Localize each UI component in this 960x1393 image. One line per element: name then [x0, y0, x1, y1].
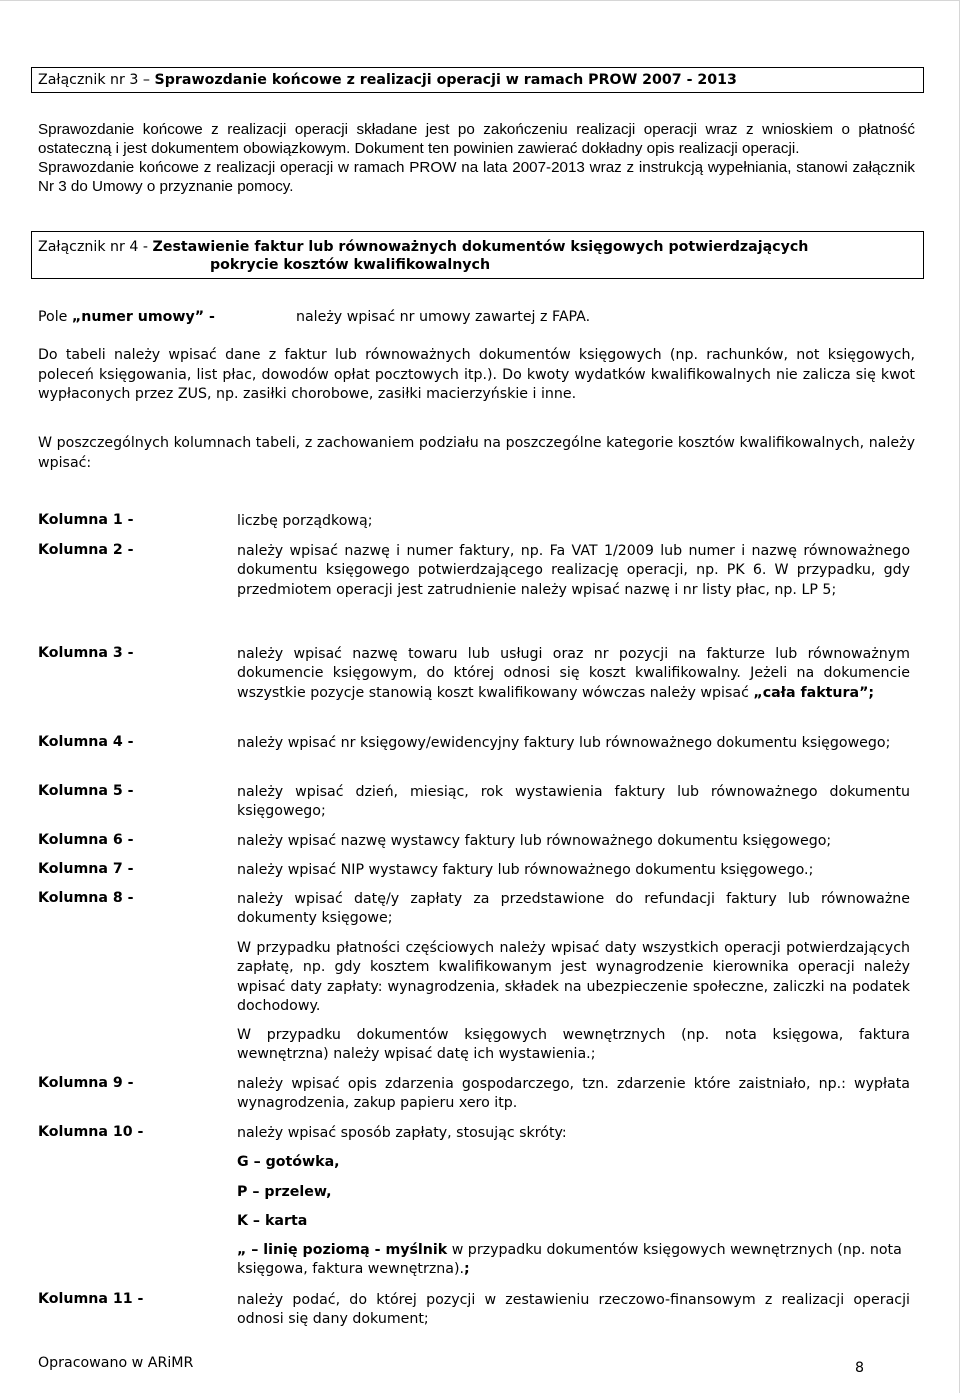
columns-intro-paragraph: W poszczególnych kolumnach tabeli, z zachowaniem podziału na poszczególne kategorie kosztów kwalifikowalnych, należy wpisać: — [38, 435, 915, 471]
column-desc-9: należy wpisać opis zdarzenia gospodarczego, tzn. zdarzenie które zaistniało, np.: wypłata wynagrodzenia, zakup papieru xero itp. — [237, 1076, 910, 1112]
payment-code-card — [237, 1212, 910, 1231]
column-desc-3 — [237, 645, 910, 703]
column-desc-5: należy wpisać dzień, miesiąc, rok wystawienia faktury lub równoważnego dokumentu księgowego; — [237, 784, 910, 820]
payment-code-dash-bold: „ – linię poziomą - myślnik — [237, 1242, 448, 1258]
column-desc-7: należy wpisać NIP wystawcy faktury lub równoważnego dokumentu księgowego.; — [237, 862, 814, 878]
column-label-6: Kolumna 6 - — [38, 832, 134, 848]
column-label-11: Kolumna 11 - — [38, 1291, 144, 1307]
table-instructions-paragraph: Do tabeli należy wpisać dane z faktur lub równoważnych dokumentów księgowych (np. rachunków, not księgowych, poleceń księgowania, list płac, dowodów opłat pocztowych itp.). Do kwoty wydatków kwalifikowalnych nie zalicza się kwot wypłaconych przez ZUS, np. zasiłki chorobowe, zasiłki macierzyńskie i inne. — [38, 347, 915, 403]
column-desc-1: liczbę porządkową; — [237, 513, 373, 529]
column-desc-2: należy wpisać nazwę i numer faktury, np. Fa VAT 1/2009 lub numer i nazwę równoważnego dokumentu księgowego potwierdzającego realizację operacji, np. PK 6. W przypadku, gdy przedmiotem operacji jest zatrudnienie należy wpisać nazwę i nr listy płac, np. LP 5; — [237, 543, 910, 598]
payment-code-card-text: K – karta — [237, 1213, 308, 1229]
payment-code-transfer — [237, 1183, 910, 1202]
column-label-8: Kolumna 8 - — [38, 890, 134, 906]
annex4-title-line2: pokrycie kosztów kwalifikowalnych — [210, 257, 491, 273]
footer-source: Opracowano w ARiMR — [38, 1355, 194, 1371]
pole-word: Pole — [38, 309, 72, 325]
payment-code-cash — [237, 1153, 910, 1172]
annex4-heading-box — [31, 231, 924, 279]
column-desc-8: należy wpisać datę/y zapłaty za przedstawione do refundacji faktury lub równoważne dokumenty księgowe; — [237, 891, 910, 927]
page-number: 8 — [855, 1360, 865, 1376]
payment-code-dash-end: ; — [464, 1261, 470, 1278]
column-label-2: Kolumna 2 - — [38, 542, 134, 558]
column-label-3: Kolumna 3 - — [38, 645, 134, 661]
annex4-prefix: Załącznik nr 4 - — [38, 239, 153, 255]
pole-value: należy wpisać nr umowy zawartej z FAPA. — [296, 309, 591, 325]
payment-code-transfer-text: P – przelew, — [237, 1184, 332, 1200]
pole-name: „numer umowy” - — [71, 309, 215, 325]
column-label-10: Kolumna 10 - — [38, 1124, 144, 1140]
column-desc-10: należy wpisać sposób zapłaty, stosując skróty: — [237, 1125, 567, 1141]
payment-code-dash — [237, 1241, 910, 1280]
column-desc-8-partial-payments: W przypadku płatności częściowych należy wpisać daty wszystkich operacji potwierdzających zapłatę, np. gdy kosztem kwalifikowanym jest wynagrodzenie kierownika operacji należy wpisać daty zapłaty: wynagrodzenia, składek na ubezpieczenie społeczne, zaliczki na podatek dochodowy. — [237, 940, 910, 1015]
column-desc-3-text: należy wpisać nazwę towaru lub usługi oraz nr pozycji na fakturze lub równoważnym dokumencie księgowym, do której odnosi się koszt kwalifikowalny. Jeżeli na dokumencie wszystkie pozycje stanowią koszt kwalifikowany wówczas należy wpisać — [237, 646, 910, 701]
pole-label — [38, 309, 215, 325]
page-edge-top — [0, 0, 960, 1]
annex3-prefix: Załącznik nr 3 – — [38, 72, 155, 88]
payment-code-cash-text: G – gotówka, — [237, 1154, 340, 1170]
column-label-7: Kolumna 7 - — [38, 861, 134, 877]
column-label-9: Kolumna 9 - — [38, 1075, 134, 1091]
column-desc-8-internal-docs: W przypadku dokumentów księgowych wewnętrznych (np. nota księgowa, faktura wewnętrzna) należy wpisać datę ich wystawienia.; — [237, 1027, 910, 1063]
column-desc-3-bold: „cała faktura”; — [753, 684, 875, 701]
payment-code-dash-text: w przypadku dokumentów księgowych wewnętrznych (np. nota księgowa, faktura wewnętrzna). — [237, 1242, 902, 1278]
annex3-heading-box — [31, 67, 924, 93]
column-desc-4: należy wpisać nr księgowy/ewidencyjny faktury lub równoważnego dokumentu księgowego; — [237, 735, 891, 751]
intro-text-1: Sprawozdanie końcowe z realizacji operacji składane jest po zakończeniu realizacji operacji wraz z wnioskiem o płatność ostateczną i jest dokumentem obowiązkowym. Dokument ten powinien zawierać dokładny opis realizacji operacji. — [38, 121, 915, 157]
intro-paragraph — [38, 120, 915, 196]
column-desc-6: należy wpisać nazwę wystawcy faktury lub równoważnego dokumentu księgowego; — [237, 833, 832, 849]
intro-text-2: Sprawozdanie końcowe z realizacji operacji w ramach PROW na lata 2007-2013 wraz z instrukcją wypełniania, stanowi załącznik Nr 3 do Umowy o przyznanie pomocy. — [38, 159, 915, 195]
annex4-title-line1: Zestawienie faktur lub równoważnych dokumentów księgowych potwierdzających — [152, 239, 809, 255]
column-label-4: Kolumna 4 - — [38, 734, 134, 750]
column-label-1: Kolumna 1 - — [38, 512, 134, 528]
column-desc-11: należy podać, do której pozycji w zestawieniu rzeczowo-finansowym z realizacji operacji odnosi się dany dokument; — [237, 1292, 910, 1328]
annex3-title: Sprawozdanie końcowe z realizacji operacji w ramach PROW 2007 - 2013 — [154, 72, 737, 88]
column-label-5: Kolumna 5 - — [38, 783, 134, 799]
